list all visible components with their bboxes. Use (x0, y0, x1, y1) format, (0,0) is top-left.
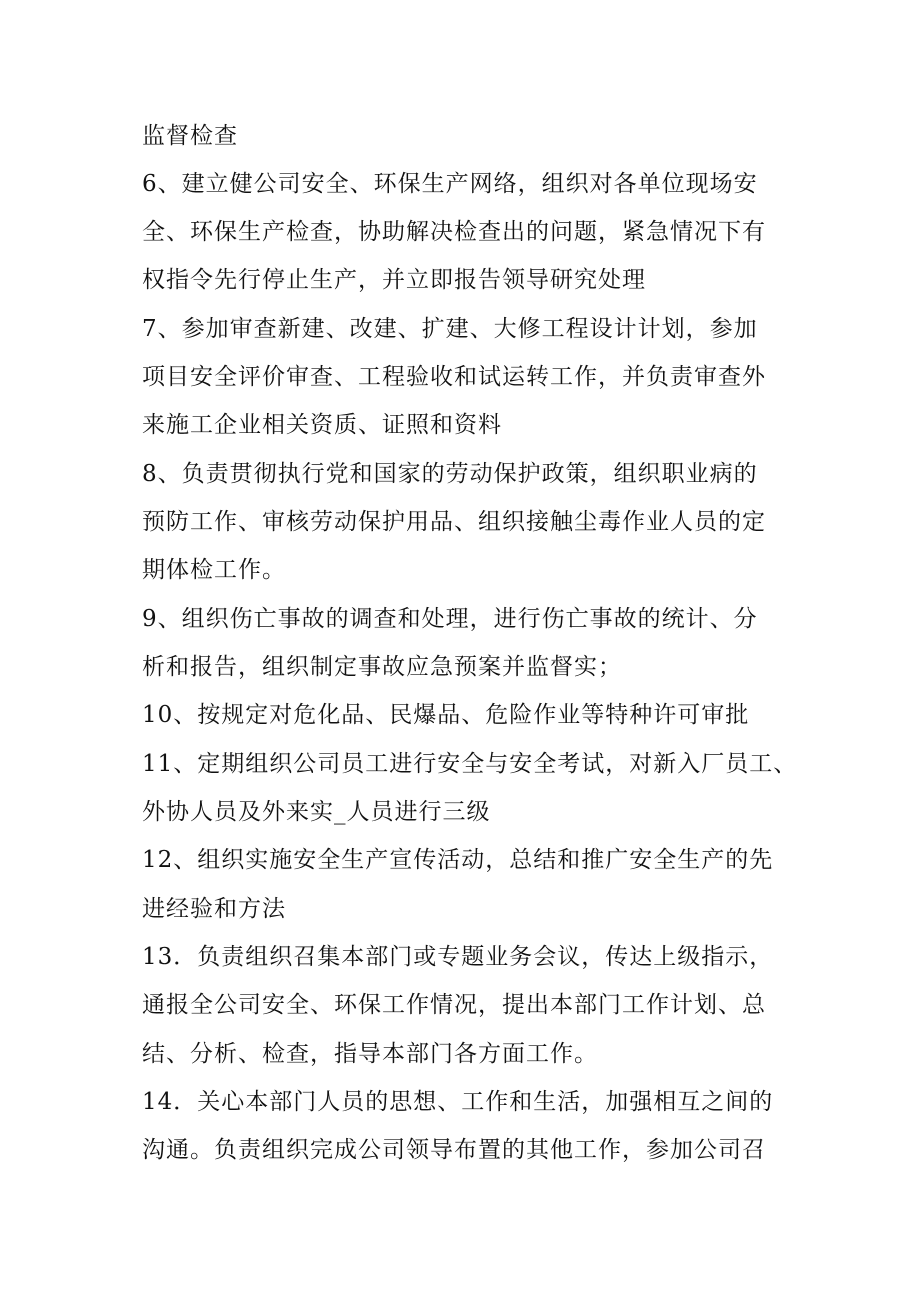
text-line: 结、分析、检查，指导本部门各方面工作。 (142, 1041, 598, 1067)
text-line: 11、定期组织公司员工进行安全与安全考试，对新入厂员工、 (142, 751, 798, 777)
text-line: 14．关心本部门人员的思想、工作和生活，加强相互之间的 (142, 1089, 774, 1115)
text-line: 析和报告，组织制定事故应急预案并监督实； (142, 654, 622, 680)
text-line: 8、负责贯彻执行党和国家的劳动保护政策，组织职业病的 (142, 461, 758, 487)
text-line: 沟通。负责组织完成公司领导布置的其他工作，参加公司召 (142, 1137, 766, 1163)
text-line: 期体检工作。 (142, 557, 286, 583)
text-line: 权指令先行停止生产，并立即报告领导研究处理 (142, 267, 646, 293)
text-line: 项目安全评价审查、工程验收和试运转工作，并负责审查外 (142, 364, 766, 390)
text-line: 全、环保生产检查，协助解决检查出的问题，紧急情况下有 (142, 219, 766, 245)
text-line: 10、按规定对危化品、民爆品、危险作业等特种许可审批 (142, 702, 750, 728)
text-line: 13．负责组织召集本部门或专题业务会议，传达上级指示， (142, 944, 774, 970)
text-line: 6、建立健公司安全、环保生产网络，组织对各单位现场安 (142, 171, 758, 197)
text-line: 外协人员及外来实_人员进行三级 (142, 799, 491, 825)
text-line: 7、参加审查新建、改建、扩建、大修工程设计计划，参加 (142, 316, 758, 342)
text-line: 监督检查 (142, 123, 238, 149)
text-line: 通报全公司安全、环保工作情况，提出本部门工作计划、总 (142, 992, 766, 1018)
text-line: 预防工作、审核劳动保护用品、组织接触尘毒作业人员的定 (142, 509, 766, 535)
text-line: 进经验和方法 (142, 896, 286, 922)
text-line: 来施工企业相关资质、证照和资料 (142, 412, 502, 438)
text-line: 12、组织实施安全生产宣传活动，总结和推广安全生产的先 (142, 847, 774, 873)
text-line: 9、组织伤亡事故的调查和处理，进行伤亡事故的统计、分 (142, 606, 758, 632)
